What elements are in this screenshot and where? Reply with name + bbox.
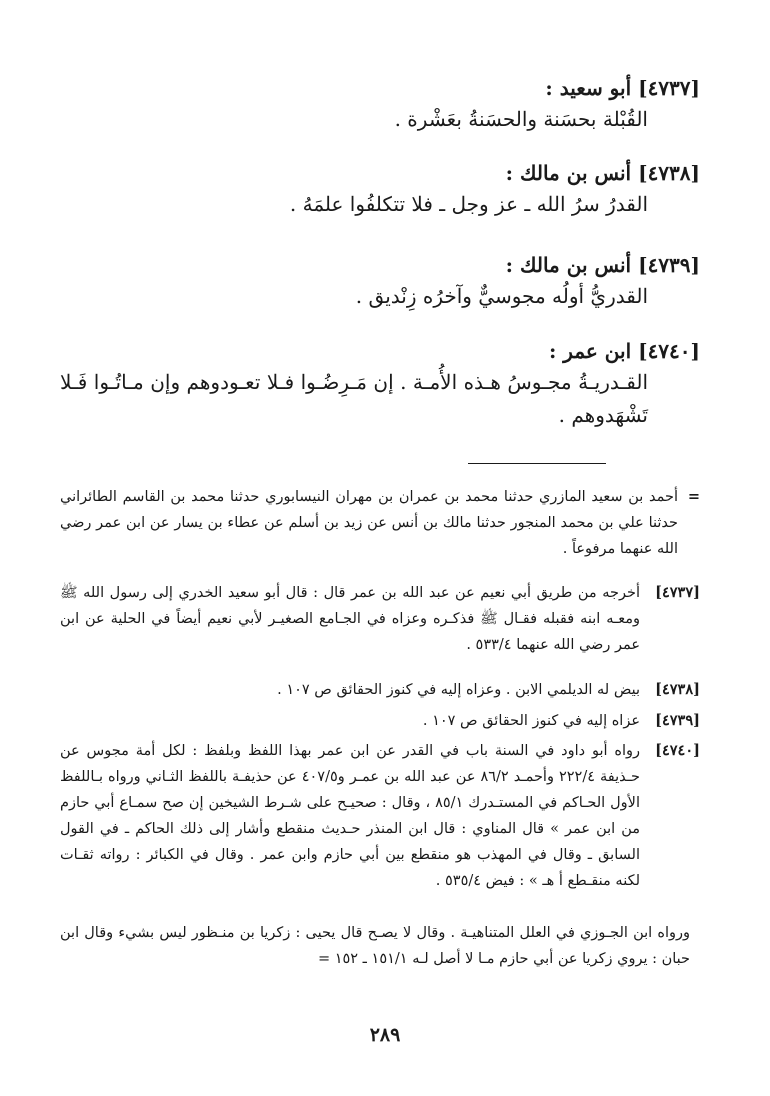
entry-number: [٤٧٤٠] bbox=[638, 339, 700, 363]
entry-text: القدرُ سرُ الله ـ عز وجل ـ فلا تتكلفُوا علمَهُ . bbox=[289, 192, 648, 216]
footnote bbox=[60, 738, 700, 894]
footnote bbox=[60, 484, 700, 562]
footnote-text: أحمد بن سعيد المازري حدثنا محمد بن عمران بن مهران النيسابوري حدثنا محمد بن القاسم الطائراني حدثنا علي بن محمد المنجور حدثنا مالك بن أنس عن زيد بن أسلم عن عطاء بن يسار عن ابن عمر رضي الله عنهما مرفوعاً . bbox=[60, 489, 678, 557]
entry-text: القدريُّ أولُه مجوسيٌّ وآخرُه زِنْديق . bbox=[355, 284, 648, 308]
footnote-text: رواه أبو داود في السنة باب في القدر عن ابن عمر بهذا اللفظ وبلفظ : لكل أمة مجوس عن حـذيفة ٢٢٢/٤ وأحمـد ٨٦/٢ عن عبد الله بن عمـر و٤٠٧/٥ عن حذيفـة باللفظ الثـاني ورواه بـاللفظ الأول الحـاكم في المستـدرك ٨٥/١ ، وقال : صحيـح على شـرط الشيخين إن صح سمـاع أبي حازم من ابن عمر » قال المناوي : قال ابن المنذر حـديث منقطع وأشار إلى ذلك الحاكم ـ في القول السابق ـ وقال في المهذب هو منقطع بين أبي حازم وابن عمر . وقال في الكبائر : رواته ثقـات لكنه منقـطع أ هـ » : فيض ٥٣٥/٤ . bbox=[60, 743, 640, 889]
hadith-entry bbox=[60, 336, 700, 432]
hadith-entry bbox=[60, 250, 700, 313]
footnote-number: [٤٧٣٨] bbox=[655, 681, 700, 698]
entry-narrator: ابن عمر : bbox=[548, 339, 632, 363]
entry-number: [٤٧٣٨] bbox=[638, 161, 700, 185]
footnote-text: عزاه إليه في كنوز الحقائق ص ١٠٧ . bbox=[422, 713, 640, 729]
entry-heading bbox=[60, 73, 700, 103]
footnote-number: [٤٧٤٠] bbox=[655, 742, 700, 759]
entry-number: [٤٧٣٩] bbox=[638, 253, 700, 277]
entry-text: القـدريـةُ مجـوسُ هـذه الأُمـة . إن مَـرِضُـوا فـلا تعـودوهم وإن مـاتُـوا فَـلا تَشْهَدوهم . bbox=[60, 370, 648, 427]
entry-narrator: أنس بن مالك : bbox=[505, 161, 632, 185]
footnote bbox=[60, 708, 700, 734]
entry-narrator: أبو سعيد : bbox=[545, 76, 632, 100]
footnote-number: [٤٧٣٧] bbox=[655, 584, 700, 601]
footnote-separator bbox=[468, 463, 606, 464]
entry-heading bbox=[60, 250, 700, 280]
page-number: ٢٨٩ bbox=[369, 1024, 401, 1046]
entry-number: [٤٧٣٧] bbox=[638, 76, 700, 100]
footnote-text: ورواه ابن الجـوزي في العلل المتناهيـة . وقال لا يصـح قال يحيى : زكريا بن منـظور ليس بشيء وقال ابن حبان : يروي زكريا عن أبي حازم مـا لا أصل لـه ١٥١/١ ـ ١٥٢ = bbox=[60, 925, 690, 967]
footnote-number: = bbox=[687, 488, 700, 505]
footnote-continuation bbox=[60, 920, 700, 972]
entry-heading bbox=[60, 336, 700, 366]
entry-heading bbox=[60, 158, 700, 188]
footnote-number: [٤٧٣٩] bbox=[655, 712, 700, 729]
footnote-text: بيض له الديلمي الابن . وعزاه إليه في كنوز الحقائق ص ١٠٧ . bbox=[277, 682, 640, 698]
hadith-entry bbox=[60, 73, 700, 136]
footnote bbox=[60, 580, 700, 658]
footnote bbox=[60, 677, 700, 703]
entry-narrator: أنس بن مالك : bbox=[505, 253, 632, 277]
hadith-entry bbox=[60, 158, 700, 221]
footnote-text: أخرجه من طريق أبي نعيم عن عبد الله بن عمر قال : قال أبو سعيد الخدري إلى رسول الله ﷺ ومعـه ابنه فقبله فقـال ﷺ فذكـره وعزاه في الجـامع الصغيـر لأبي نعيم أيضاً في الحلية عن ابن عمر رضي الله عنهما ٥٣٣/٤ . bbox=[60, 585, 640, 653]
entry-text: القُبْلة بحسَنة والحسَنةُ بعَشْرة . bbox=[394, 107, 648, 131]
